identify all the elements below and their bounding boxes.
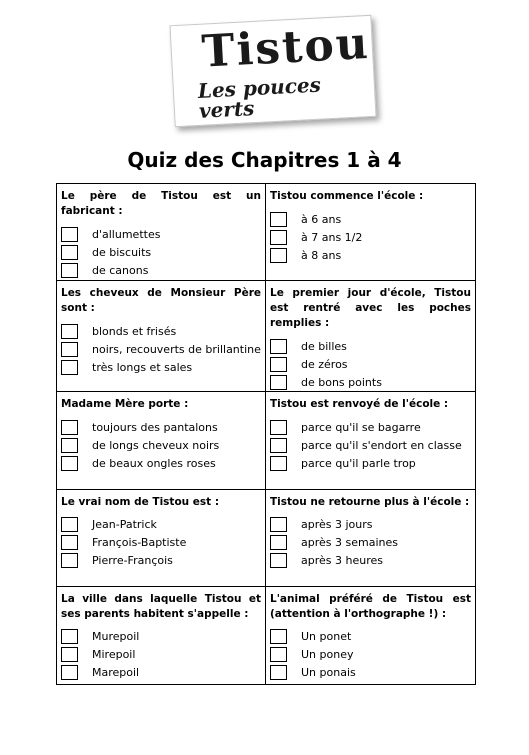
answer-label: de zéros [301, 357, 348, 371]
answer-option[interactable] [61, 516, 261, 534]
answer-checkbox[interactable] [270, 535, 287, 550]
answer-option[interactable] [270, 337, 471, 355]
answer-label: à 6 ans [301, 212, 342, 226]
answer-checkbox[interactable] [61, 360, 78, 375]
answer-checkbox[interactable] [270, 647, 287, 662]
answer-option[interactable] [270, 552, 471, 570]
answer-option[interactable] [270, 355, 471, 373]
question-cell [57, 490, 266, 587]
question-cell [57, 392, 266, 489]
answer-label: à 8 ans [301, 248, 342, 262]
answer-option[interactable] [270, 646, 471, 664]
logo-subtitle: Les pouces verts [197, 72, 322, 123]
question-cell [266, 184, 475, 281]
answer-checkbox[interactable] [270, 212, 287, 227]
answer-option[interactable] [61, 322, 261, 340]
answer-label: Murepoil [92, 630, 140, 644]
question-cell [266, 392, 475, 489]
question-cell [266, 281, 475, 392]
answer-label: parce qu'il s'endort en classe [301, 438, 462, 452]
answer-label: François-Baptiste [92, 536, 187, 549]
answer-label: de biscuits [92, 245, 152, 259]
answer-option[interactable] [61, 225, 261, 243]
answer-checkbox[interactable] [270, 438, 287, 453]
question-text: Le père de Tistou est un fabricant : [61, 190, 261, 217]
answer-label: Mirepoil [92, 648, 136, 662]
question-text: La ville dans laquelle Tistou et ses parents habitent s'appelle : [61, 592, 261, 620]
answer-checkbox[interactable] [270, 665, 287, 680]
answer-checkbox[interactable] [61, 263, 78, 278]
answer-checkbox[interactable] [61, 420, 78, 435]
answer-label: blonds et frisés [92, 324, 177, 338]
answer-label: après 3 semaines [301, 536, 398, 549]
quiz-table [56, 183, 476, 685]
answer-label: très longs et sales [92, 360, 193, 374]
answer-option[interactable] [61, 261, 261, 279]
answer-option[interactable] [61, 454, 261, 472]
question-text: Le vrai nom de Tistou est : [61, 495, 220, 508]
answer-label: Jean-Patrick [92, 518, 157, 531]
answer-label: Pierre-François [92, 554, 173, 567]
answer-checkbox[interactable] [61, 535, 78, 550]
answer-option[interactable] [61, 340, 261, 358]
answer-label: de longs cheveux noirs [92, 438, 220, 452]
answer-checkbox[interactable] [270, 339, 287, 354]
question-cell [266, 490, 475, 587]
answer-label: après 3 jours [301, 518, 373, 531]
page-title: Quiz des Chapitres 1 à 4 [127, 148, 402, 172]
question-text: Tistou ne retourne plus à l'école : [270, 495, 470, 508]
answer-label: d'allumettes [92, 227, 161, 241]
question-cell [266, 587, 475, 684]
question-text: Les cheveux de Monsieur Père sont : [61, 287, 261, 315]
answer-option[interactable] [270, 228, 471, 246]
answer-checkbox[interactable] [61, 647, 78, 662]
answer-option[interactable] [270, 628, 471, 646]
answer-option[interactable] [270, 664, 471, 682]
answer-option[interactable] [61, 552, 261, 570]
question-cell [57, 281, 266, 392]
answer-option[interactable] [270, 454, 471, 472]
answer-option[interactable] [61, 418, 261, 436]
answer-checkbox[interactable] [270, 420, 287, 435]
question-text: Le premier jour d'école, Tistou est rentré avec les poches remplies : [270, 287, 471, 330]
answer-label: de canons [92, 263, 149, 277]
answer-checkbox[interactable] [61, 517, 78, 532]
answer-label: parce qu'il se bagarre [301, 420, 421, 434]
question-text: Tistou commence l'école : [270, 190, 424, 202]
answer-option[interactable] [270, 210, 471, 228]
answer-checkbox[interactable] [61, 324, 78, 339]
question-text: Tistou est renvoyé de l'école : [270, 398, 449, 411]
answer-checkbox[interactable] [270, 517, 287, 532]
answer-option[interactable] [61, 534, 261, 552]
answer-label: Un ponais [301, 666, 356, 680]
question-cell [57, 184, 266, 281]
answer-option[interactable] [61, 243, 261, 261]
answer-option[interactable] [61, 664, 261, 682]
logo-title: Tistou [200, 17, 371, 78]
answer-option[interactable] [61, 436, 261, 454]
answer-label: toujours des pantalons [92, 420, 218, 434]
answer-checkbox[interactable] [270, 375, 287, 390]
tistou-logo [169, 15, 376, 127]
answer-checkbox[interactable] [270, 230, 287, 245]
answer-checkbox[interactable] [61, 227, 78, 242]
answer-label: Un poney [301, 648, 354, 662]
answer-label: de beaux ongles roses [92, 456, 216, 470]
answer-checkbox[interactable] [270, 357, 287, 372]
answer-option[interactable] [270, 373, 471, 391]
answer-checkbox[interactable] [61, 629, 78, 644]
answer-checkbox[interactable] [270, 553, 287, 568]
question-cell [57, 587, 266, 684]
answer-option[interactable] [61, 646, 261, 664]
answer-label: Marepoil [92, 666, 140, 680]
answer-label: noirs, recouverts de brillantine [92, 342, 261, 356]
answer-label: à 7 ans 1/2 [301, 230, 363, 244]
answer-checkbox[interactable] [270, 456, 287, 471]
answer-checkbox[interactable] [270, 248, 287, 263]
answer-label: après 3 heures [301, 554, 383, 567]
answer-option[interactable] [61, 358, 261, 376]
answer-label: de bons points [301, 375, 382, 389]
answer-option[interactable] [270, 534, 471, 552]
answer-option[interactable] [270, 436, 471, 454]
answer-option[interactable] [61, 628, 261, 646]
answer-checkbox[interactable] [61, 456, 78, 471]
question-text: Madame Mère porte : [61, 398, 189, 411]
answer-checkbox[interactable] [61, 342, 78, 357]
answer-checkbox[interactable] [61, 553, 78, 568]
question-text: L'animal préféré de Tistou est (attention à l'orthographe !) : [270, 592, 471, 620]
answer-option[interactable] [270, 516, 471, 534]
answer-option[interactable] [270, 246, 471, 264]
answer-label: parce qu'il parle trop [301, 456, 416, 470]
answer-checkbox[interactable] [270, 629, 287, 644]
answer-label: de billes [301, 339, 347, 353]
answer-option[interactable] [270, 418, 471, 436]
answer-checkbox[interactable] [61, 245, 78, 260]
answer-checkbox[interactable] [61, 438, 78, 453]
answer-label: Un ponet [301, 630, 352, 644]
answer-checkbox[interactable] [61, 665, 78, 680]
